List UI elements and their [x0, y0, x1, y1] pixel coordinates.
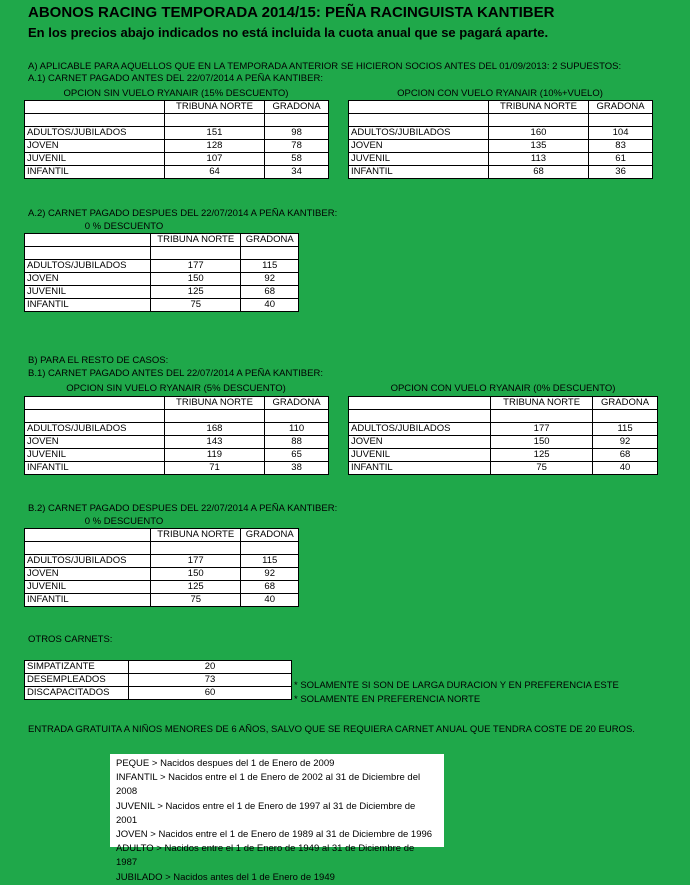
- category-cell: ADULTOS/JUBILADOS: [25, 127, 165, 140]
- column-header-gradona: GRADONA: [265, 101, 329, 114]
- table-spacer-row: [349, 410, 658, 423]
- tribuna-price-cell: 75: [491, 462, 593, 475]
- tribuna-price-cell: 168: [164, 423, 264, 436]
- table-row: [25, 449, 329, 462]
- entrada-note: ENTRADA GRATUITA A NIÑOS MENORES DE 6 AÑOS, SALVO QUE SE REQUIERA CARNET ANUAL QUE TENDRA COSTE DE 20 EUROS.: [28, 724, 635, 735]
- spacer-cell: [349, 114, 489, 127]
- category-cell: INFANTIL: [25, 166, 165, 179]
- spacer-cell: [265, 410, 329, 423]
- gradona-price-cell: 40: [241, 299, 299, 312]
- note-desempleados: * SOLAMENTE SI SON DE LARGA DURACION Y EN PREFERENCIA ESTE: [294, 680, 619, 691]
- spacer-cell: [164, 114, 264, 127]
- column-header-gradona: GRADONA: [589, 101, 653, 114]
- table-row: [25, 153, 329, 166]
- gradona-price-cell: 34: [265, 166, 329, 179]
- table-row: [25, 674, 292, 687]
- price-table: [348, 396, 658, 475]
- tribuna-price-cell: 125: [151, 286, 241, 299]
- table-header-row: [25, 234, 299, 247]
- gradona-price-cell: 65: [265, 449, 329, 462]
- header-empty-cell: [349, 397, 491, 410]
- spacer-cell: [593, 410, 658, 423]
- gradona-price-cell: 38: [265, 462, 329, 475]
- table-row: [25, 286, 299, 299]
- page-title: ABONOS RACING TEMPORADA 2014/15: PEÑA RACINGUISTA KANTIBER: [28, 4, 555, 21]
- table-header-row: [25, 529, 299, 542]
- spacer-cell: [151, 542, 241, 555]
- category-cell: JOVEN: [25, 568, 151, 581]
- table-row: [25, 140, 329, 153]
- category-cell: ADULTOS/JUBILADOS: [349, 423, 491, 436]
- tribuna-price-cell: 177: [151, 555, 241, 568]
- otros-label-cell: DISCAPACITADOS: [25, 687, 129, 700]
- category-cell: INFANTIL: [349, 462, 491, 475]
- table-header-row: [349, 101, 653, 114]
- spacer-cell: [488, 114, 588, 127]
- spacer-cell: [349, 410, 491, 423]
- a1-left-caption: OPCION SIN VUELO RYANAIR (15% DESCUENTO): [63, 88, 289, 99]
- otros-price-cell: 20: [129, 661, 292, 674]
- age-category-line: PEQUE > Nacidos despues del 1 de Enero de 2009: [116, 758, 335, 769]
- a1-right-caption: OPCION CON VUELO RYANAIR (10%+VUELO): [397, 88, 603, 99]
- table-header-row: [25, 101, 329, 114]
- column-header-tribuna: TRIBUNA NORTE: [151, 529, 241, 542]
- tribuna-price-cell: 71: [164, 462, 264, 475]
- page-subtitle: En los precios abajo indicados no está incluida la cuota anual que se pagará aparte.: [28, 25, 549, 40]
- gradona-price-cell: 61: [589, 153, 653, 166]
- category-cell: JOVEN: [349, 436, 491, 449]
- category-cell: JOVEN: [25, 273, 151, 286]
- price-table: [24, 233, 299, 312]
- b1-left-caption: OPCION SIN VUELO RYANAIR (5% DESCUENTO): [66, 383, 286, 394]
- gradona-price-cell: 40: [241, 594, 299, 607]
- tribuna-price-cell: 75: [151, 594, 241, 607]
- gradona-price-cell: 92: [241, 568, 299, 581]
- gradona-price-cell: 78: [265, 140, 329, 153]
- price-table: [24, 396, 329, 475]
- tribuna-price-cell: 75: [151, 299, 241, 312]
- tribuna-price-cell: 177: [491, 423, 593, 436]
- table-spacer-row: [25, 114, 329, 127]
- tribuna-price-cell: 177: [151, 260, 241, 273]
- gradona-price-cell: 104: [589, 127, 653, 140]
- category-cell: JUVENIL: [25, 581, 151, 594]
- age-categories-box: [110, 754, 444, 883]
- age-category-line: ADULTO > Nacidos entre el 1 de Enero de 1949 al 31 de Diciembre de 1987: [116, 843, 415, 869]
- table-row: [25, 127, 329, 140]
- table-spacer-row: [25, 410, 329, 423]
- category-cell: JOVEN: [25, 436, 165, 449]
- b1-right-caption: OPCION CON VUELO RYANAIR (0% DESCUENTO): [390, 383, 616, 394]
- age-category-line: JUVENIL > Nacidos entre el 1 de Enero de 1997 al 31 de Diciembre de 2001: [116, 800, 416, 826]
- a2-caption: 0 % DESCUENTO: [84, 221, 164, 232]
- table-row: [25, 260, 299, 273]
- table-row: [349, 423, 658, 436]
- column-header-tribuna: TRIBUNA NORTE: [164, 101, 264, 114]
- section-b-heading: B) PARA EL RESTO DE CASOS:: [28, 355, 169, 366]
- table-row: [25, 594, 299, 607]
- column-header-tribuna: TRIBUNA NORTE: [151, 234, 241, 247]
- tribuna-price-cell: 128: [164, 140, 264, 153]
- category-cell: JOVEN: [349, 140, 489, 153]
- category-cell: ADULTOS/JUBILADOS: [25, 555, 151, 568]
- gradona-price-cell: 40: [593, 462, 658, 475]
- spacer-cell: [265, 114, 329, 127]
- spacer-cell: [241, 542, 299, 555]
- column-header-gradona: GRADONA: [241, 529, 299, 542]
- otros-label-cell: SIMPATIZANTE: [25, 661, 129, 674]
- column-header-gradona: GRADONA: [241, 234, 299, 247]
- category-cell: JUVENIL: [349, 153, 489, 166]
- table-row: [349, 140, 653, 153]
- table-spacer-row: [349, 114, 653, 127]
- category-cell: JUVENIL: [349, 449, 491, 462]
- otros-price-cell: 73: [129, 674, 292, 687]
- table-spacer-row: [25, 247, 299, 260]
- table-row: [349, 166, 653, 179]
- tribuna-price-cell: 135: [488, 140, 588, 153]
- section-a-heading: A) APLICABLE PARA AQUELLOS QUE EN LA TEMPORADA ANTERIOR SE HICIERON SOCIOS ANTES DEL 01/09/2013: 2 SUPUESTOS:: [28, 61, 622, 72]
- age-category-line: JUBILADO > Nacidos antes del 1 de Enero de 1949: [116, 871, 335, 883]
- spacer-cell: [25, 114, 165, 127]
- section-b2-heading: B.2) CARNET PAGADO DESPUES DEL 22/07/2014 A PEÑA KANTIBER:: [28, 503, 338, 514]
- gradona-price-cell: 92: [241, 273, 299, 286]
- otros-label-cell: DESEMPLEADOS: [25, 674, 129, 687]
- tribuna-price-cell: 64: [164, 166, 264, 179]
- tribuna-price-cell: 107: [164, 153, 264, 166]
- otros-heading: OTROS CARNETS:: [28, 634, 113, 645]
- tribuna-price-cell: 150: [151, 568, 241, 581]
- category-cell: INFANTIL: [349, 166, 489, 179]
- gradona-price-cell: 68: [241, 581, 299, 594]
- note-discapacitados: * SOLAMENTE EN PREFERENCIA NORTE: [294, 694, 481, 705]
- header-empty-cell: [25, 234, 151, 247]
- table-row: [25, 555, 299, 568]
- category-cell: INFANTIL: [25, 594, 151, 607]
- category-cell: INFANTIL: [25, 299, 151, 312]
- tribuna-price-cell: 119: [164, 449, 264, 462]
- table-row: [25, 166, 329, 179]
- gradona-price-cell: 58: [265, 153, 329, 166]
- price-table: [24, 100, 329, 179]
- tribuna-price-cell: 125: [491, 449, 593, 462]
- section-a2-heading: A.2) CARNET PAGADO DESPUES DEL 22/07/2014 A PEÑA KANTIBER:: [28, 208, 338, 219]
- header-empty-cell: [349, 101, 489, 114]
- spacer-cell: [491, 410, 593, 423]
- tribuna-price-cell: 68: [488, 166, 588, 179]
- age-category-line: JOVEN > Nacidos entre el 1 de Enero de 1989 al 31 de Diciembre de 1996: [116, 829, 433, 841]
- spacer-cell: [241, 247, 299, 260]
- price-table: [348, 100, 653, 179]
- spacer-cell: [151, 247, 241, 260]
- gradona-price-cell: 83: [589, 140, 653, 153]
- column-header-tribuna: TRIBUNA NORTE: [491, 397, 593, 410]
- column-header-tribuna: TRIBUNA NORTE: [164, 397, 264, 410]
- table-row: [349, 449, 658, 462]
- table-row: [25, 581, 299, 594]
- table-row: [25, 687, 292, 700]
- tribuna-price-cell: 151: [164, 127, 264, 140]
- table-spacer-row: [25, 542, 299, 555]
- table-row: [25, 423, 329, 436]
- table-row: [25, 299, 299, 312]
- category-cell: ADULTOS/JUBILADOS: [25, 423, 165, 436]
- table-row: [349, 153, 653, 166]
- category-cell: INFANTIL: [25, 462, 165, 475]
- tribuna-price-cell: 143: [164, 436, 264, 449]
- spacer-cell: [589, 114, 653, 127]
- gradona-price-cell: 98: [265, 127, 329, 140]
- tribuna-price-cell: 150: [151, 273, 241, 286]
- gradona-price-cell: 68: [241, 286, 299, 299]
- price-table: [24, 528, 299, 607]
- category-cell: JUVENIL: [25, 286, 151, 299]
- table-row: [25, 436, 329, 449]
- table-row: [349, 436, 658, 449]
- table-row: [25, 273, 299, 286]
- spacer-cell: [164, 410, 264, 423]
- column-header-gradona: GRADONA: [593, 397, 658, 410]
- header-empty-cell: [25, 397, 165, 410]
- gradona-price-cell: 115: [593, 423, 658, 436]
- tribuna-price-cell: 160: [488, 127, 588, 140]
- section-a1-heading: A.1) CARNET PAGADO ANTES DEL 22/07/2014 A PEÑA KANTIBER:: [28, 73, 323, 84]
- tribuna-price-cell: 125: [151, 581, 241, 594]
- table-row: [349, 127, 653, 140]
- category-cell: JOVEN: [25, 140, 165, 153]
- gradona-price-cell: 88: [265, 436, 329, 449]
- category-cell: JUVENIL: [25, 153, 165, 166]
- gradona-price-cell: 115: [241, 555, 299, 568]
- category-cell: JUVENIL: [25, 449, 165, 462]
- header-empty-cell: [25, 529, 151, 542]
- column-header-tribuna: TRIBUNA NORTE: [488, 101, 588, 114]
- tribuna-price-cell: 113: [488, 153, 588, 166]
- gradona-price-cell: 68: [593, 449, 658, 462]
- table-row: [25, 568, 299, 581]
- spacer-cell: [25, 247, 151, 260]
- otros-table: [24, 660, 292, 700]
- table-row: [349, 462, 658, 475]
- header-empty-cell: [25, 101, 165, 114]
- table-row: [25, 462, 329, 475]
- tribuna-price-cell: 150: [491, 436, 593, 449]
- spacer-cell: [25, 542, 151, 555]
- age-category-line: INFANTIL > Nacidos entre el 1 de Enero de 2002 al 31 de Diciembre del 2008: [116, 772, 421, 798]
- category-cell: ADULTOS/JUBILADOS: [25, 260, 151, 273]
- table-header-row: [25, 397, 329, 410]
- gradona-price-cell: 110: [265, 423, 329, 436]
- category-cell: ADULTOS/JUBILADOS: [349, 127, 489, 140]
- column-header-gradona: GRADONA: [265, 397, 329, 410]
- otros-price-cell: 60: [129, 687, 292, 700]
- b2-caption: 0 % DESCUENTO: [84, 516, 164, 527]
- table-header-row: [349, 397, 658, 410]
- spacer-cell: [25, 410, 165, 423]
- gradona-price-cell: 36: [589, 166, 653, 179]
- section-b1-heading: B.1) CARNET PAGADO ANTES DEL 22/07/2014 A PEÑA KANTIBER:: [28, 368, 323, 379]
- table-row: [25, 661, 292, 674]
- gradona-price-cell: 92: [593, 436, 658, 449]
- gradona-price-cell: 115: [241, 260, 299, 273]
